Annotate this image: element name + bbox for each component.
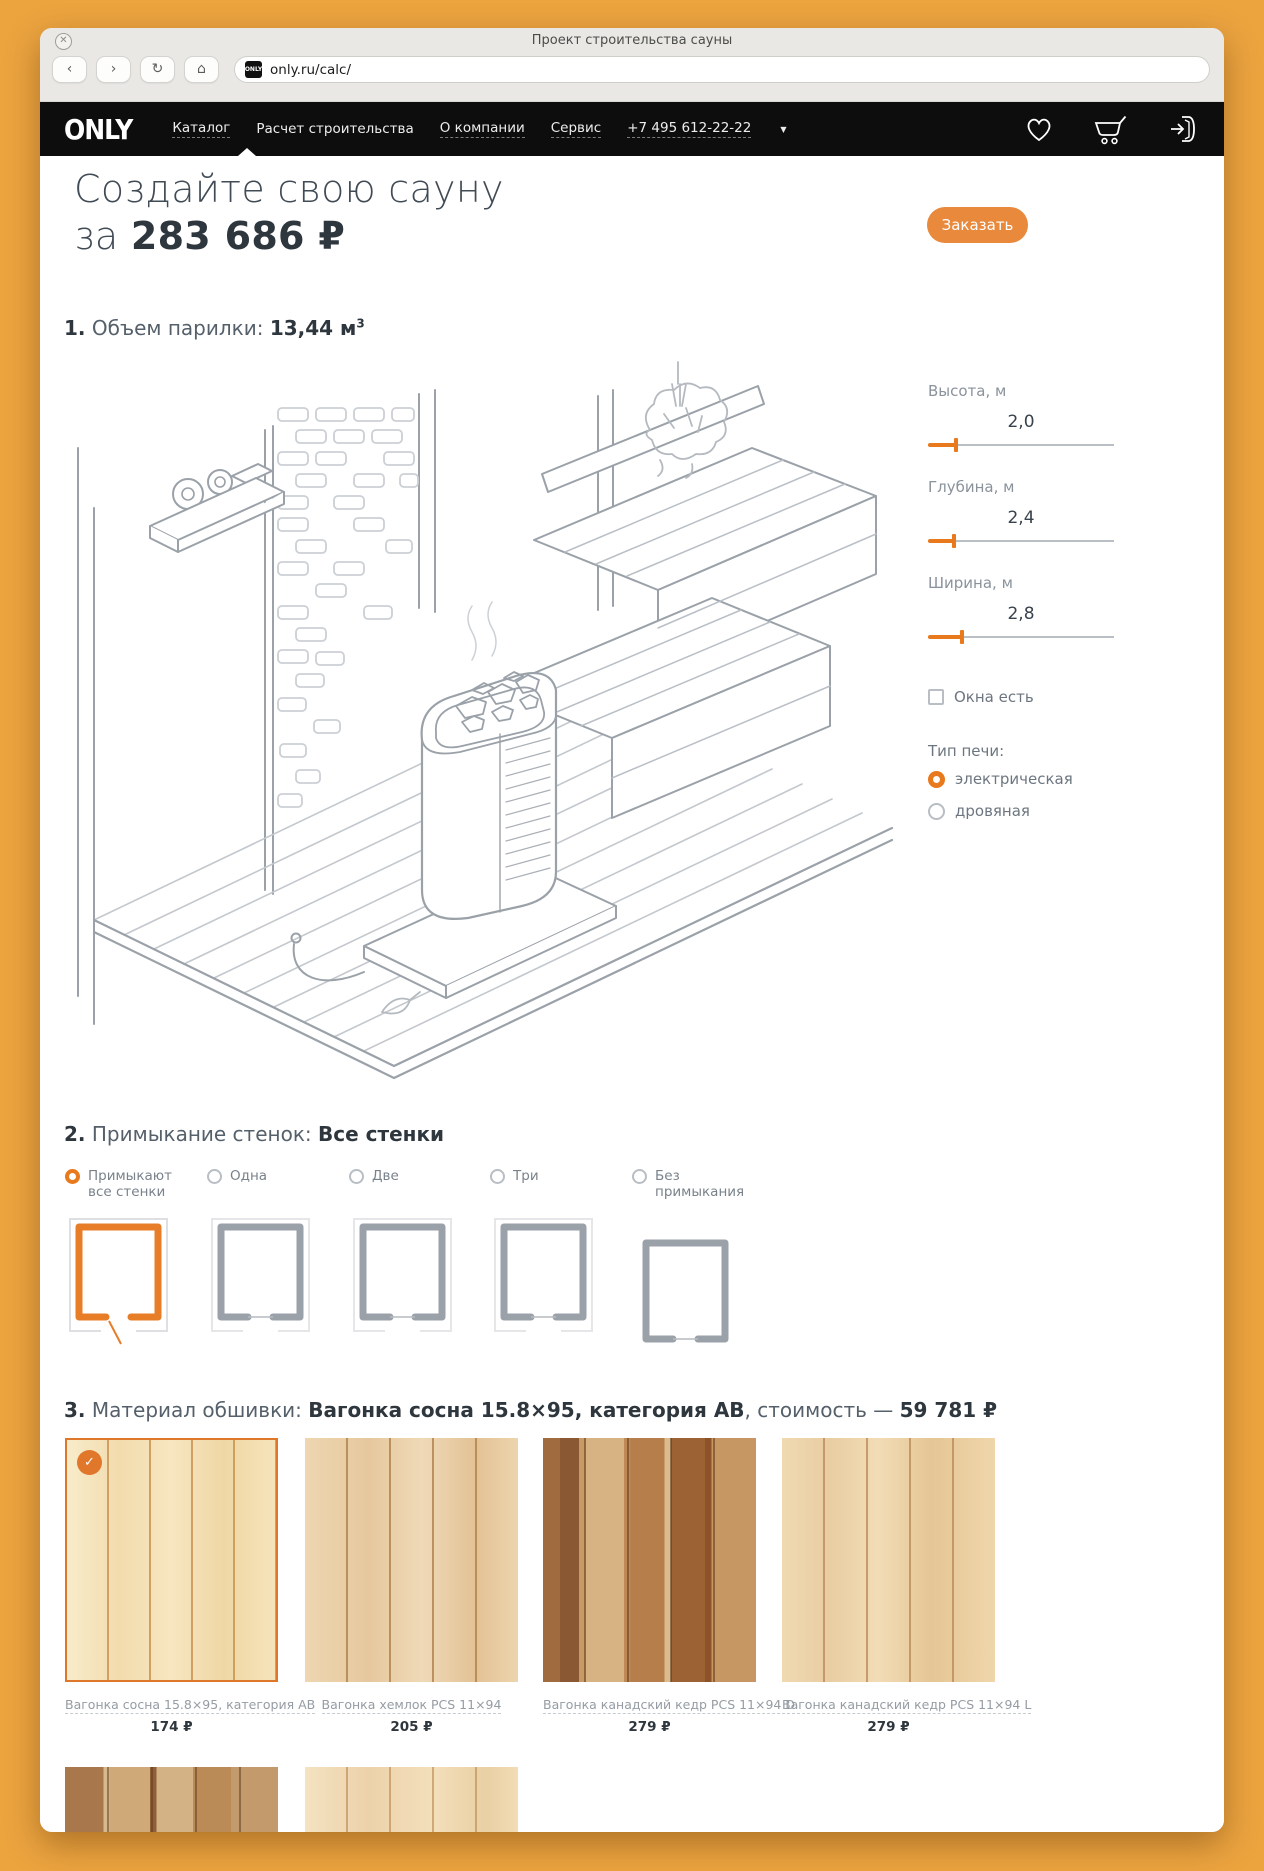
section2-heading: 2. Примыкание стенок: Все стенки (64, 1122, 445, 1146)
url-bar[interactable] (234, 56, 1210, 83)
section1-heading: 1. Объем парилки: 13,44 $м^3$ (64, 316, 365, 340)
nav-item-service[interactable]: Сервис (550, 120, 602, 136)
nav-item-company[interactable]: О компании (439, 120, 525, 136)
material-link-pine[interactable]: Вагонка сосна 15.8×95, категория АВ (65, 1697, 316, 1712)
titlebar (40, 28, 1224, 52)
url-text: only.ru/calc/ (270, 61, 351, 78)
material-card-row2-2[interactable] (305, 1767, 518, 1832)
height-slider[interactable] (928, 438, 1114, 452)
wall-diagram-one[interactable] (207, 1214, 314, 1349)
material-price: 59 781 ₽ (899, 1398, 998, 1422)
close-icon[interactable]: ✕ (55, 33, 72, 50)
material-price-cedar-d: 279 ₽ (628, 1719, 671, 1735)
sauna-illustration (64, 360, 900, 1084)
wall-diagram-all[interactable] (65, 1214, 172, 1349)
depth-slider[interactable] (928, 534, 1114, 548)
radio-walls-three[interactable] (490, 1169, 505, 1184)
volume-value: 13,44 м (269, 316, 357, 340)
section3-heading: 3. Материал обшивки: Вагонка сосна 15.8×95, категория АВ, стоимость — 59 781 ₽ (64, 1398, 998, 1422)
radio-walls-none[interactable] (632, 1169, 647, 1184)
material-card-cedar-d[interactable] (543, 1438, 795, 1735)
radio-wood[interactable] (928, 803, 945, 820)
active-nav-notch (238, 148, 256, 156)
material-swatch-row2-2[interactable] (305, 1767, 518, 1832)
windows-checkbox-row[interactable] (928, 688, 1034, 706)
back-icon[interactable]: ‹ (52, 56, 87, 83)
height-slider-handle[interactable] (954, 438, 958, 452)
windows-checkbox[interactable] (928, 689, 944, 705)
page-content (40, 156, 1224, 1832)
chevron-down-icon[interactable]: ▼ (780, 124, 787, 134)
radio-walls-one[interactable] (207, 1169, 222, 1184)
material-swatch-pine[interactable] (65, 1438, 278, 1682)
material-swatch-hemlock[interactable] (305, 1438, 518, 1682)
stove-option-electric[interactable]: электрическая (928, 770, 1073, 788)
browser-chrome (40, 28, 1224, 102)
wall-diagram-none[interactable] (632, 1230, 739, 1365)
window-title: Проект строительства сауны (531, 33, 733, 48)
material-swatch-cedar-d[interactable] (543, 1438, 756, 1682)
order-button[interactable]: Заказать (927, 207, 1028, 243)
radio-walls-all[interactable] (65, 1169, 80, 1184)
nav-phone[interactable]: +7 495 612-22-22 (627, 120, 752, 136)
reload-icon[interactable]: ↻ (140, 56, 175, 83)
site-logo[interactable]: ONLY (64, 112, 133, 146)
nav-item-katalog[interactable]: Каталог (172, 120, 231, 136)
width-slider-handle[interactable] (960, 630, 964, 644)
nav-item-raschet[interactable]: Расчет строительства (256, 120, 414, 137)
slider-value-height: 2,0 (1007, 412, 1035, 432)
material-link-cedar-l[interactable]: Вагонка канадский кедр PCS 11×94 L (782, 1697, 1032, 1712)
slider-label-width: Ширина, м (928, 574, 1013, 592)
material-swatch-cedar-l[interactable] (782, 1438, 995, 1682)
selected-check-icon: ✓ (77, 1450, 102, 1475)
wall-option-all[interactable]: Примыкают все стенки (65, 1168, 195, 1353)
site-navbar (40, 102, 1224, 156)
browser-window (40, 28, 1224, 1832)
walls-value: Все стенки (318, 1122, 445, 1146)
site-favicon: ONLY (245, 61, 262, 78)
material-link-cedar-d[interactable]: Вагонка канадский кедр PCS 11×94 D (543, 1697, 795, 1712)
material-price-hemlock: 205 ₽ (390, 1719, 433, 1735)
cart-icon[interactable] (1093, 114, 1129, 145)
radio-walls-two[interactable] (349, 1169, 364, 1184)
browser-toolbar (40, 52, 1224, 83)
home-icon[interactable]: ⌂ (184, 56, 219, 83)
material-value: Вагонка сосна 15.8×95, категория АВ (308, 1398, 745, 1422)
slider-label-depth: Глубина, м (928, 478, 1015, 496)
depth-slider-handle[interactable] (952, 534, 956, 548)
dimensions-panel (928, 378, 1120, 848)
total-price: 283 686 ₽ (130, 214, 346, 258)
material-price-cedar-l: 279 ₽ (867, 1719, 910, 1735)
material-card-row2-1[interactable] (65, 1767, 278, 1832)
wall-diagram-two[interactable] (349, 1214, 456, 1349)
stove-type-label: Тип печи: (928, 742, 1005, 760)
wall-option-none[interactable]: Без примыкания (632, 1168, 762, 1369)
material-card-hemlock[interactable] (305, 1438, 518, 1735)
material-swatch-row2-1[interactable] (65, 1767, 278, 1832)
material-link-hemlock[interactable]: Вагонка хемлок PCS 11×94 (321, 1697, 502, 1712)
material-price-pine: 174 ₽ (150, 1719, 193, 1735)
slider-value-depth: 2,4 (1007, 508, 1035, 528)
slider-value-width: 2,8 (1007, 604, 1035, 624)
slider-label-height: Высота, м (928, 382, 1007, 400)
login-door-icon[interactable] (1168, 114, 1198, 144)
wall-option-three[interactable]: Три (490, 1168, 620, 1353)
wall-diagram-three[interactable] (490, 1214, 597, 1349)
wall-option-two[interactable]: Две (349, 1168, 479, 1353)
forward-icon[interactable]: › (96, 56, 131, 83)
width-slider[interactable] (928, 630, 1114, 644)
nav-menu (172, 120, 786, 138)
wall-option-one[interactable]: Одна (207, 1168, 337, 1353)
page-title: Создайте свою сауну за 283 686 ₽ (74, 167, 504, 258)
stove-option-wood[interactable]: дровяная (928, 802, 1030, 820)
favorites-heart-icon[interactable] (1024, 116, 1054, 143)
radio-electric[interactable] (928, 771, 945, 788)
material-card-pine[interactable] (65, 1438, 316, 1735)
windows-checkbox-label: Окна есть (954, 688, 1034, 706)
material-card-cedar-l[interactable] (782, 1438, 1032, 1735)
